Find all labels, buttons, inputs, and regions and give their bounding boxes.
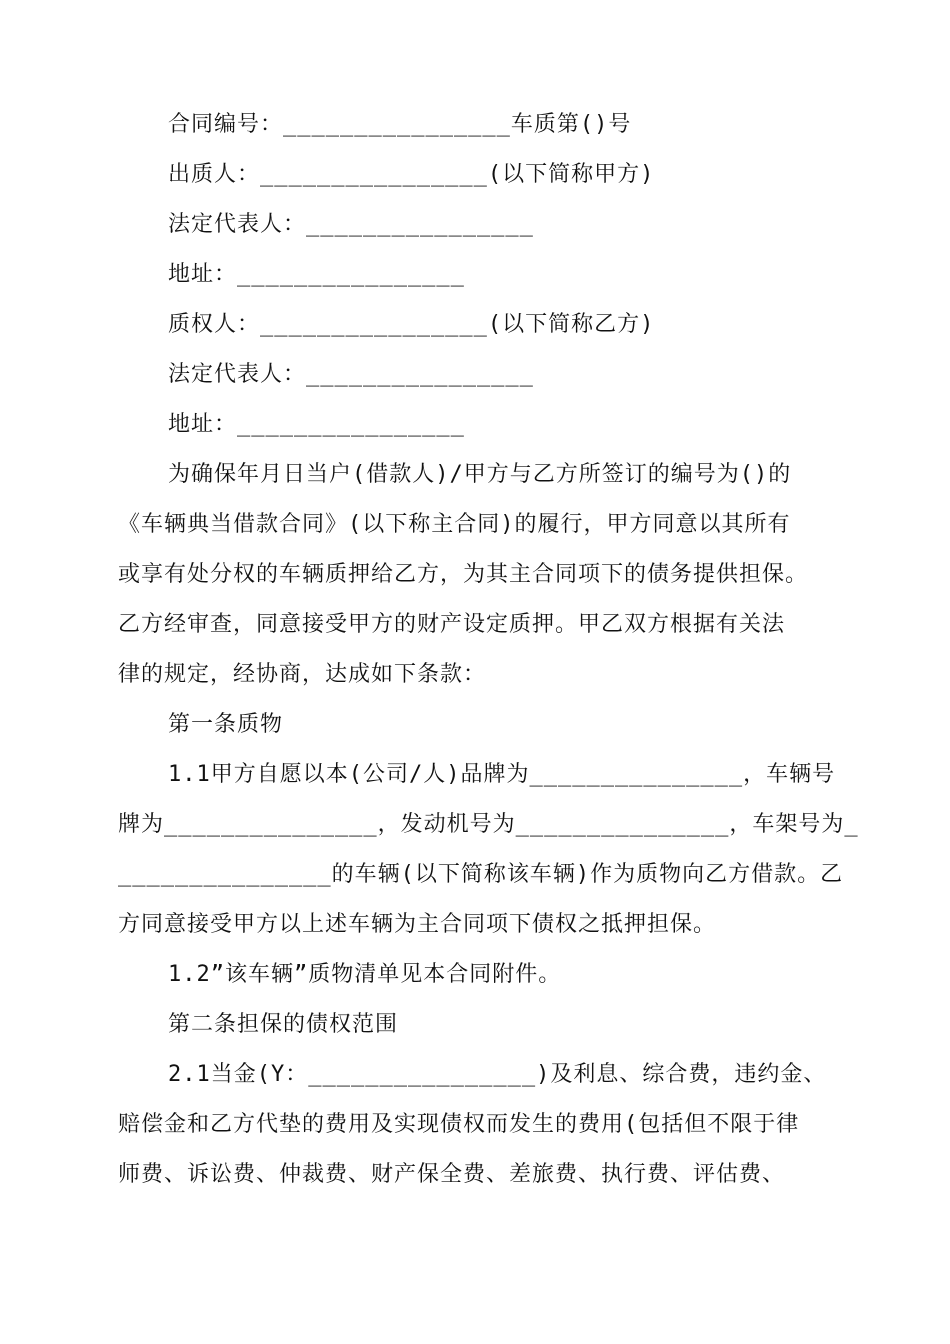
article-1-2-line: 1.2”该车辆”质物清单见本合同附件。: [168, 962, 562, 987]
contract-number-line: 合同编号：________________车质第()号: [168, 112, 632, 137]
article-1-1-line: 1.1甲方自愿以本(公司/人)品牌为_______________，车辆号: [168, 762, 836, 787]
intro-paragraph-line: 律的规定，经协商，达成如下条款：: [118, 662, 487, 687]
article-2-title: 第二条担保的债权范围: [168, 1012, 399, 1037]
article-2-1-line: 2.1当金(Y：________________)及利息、综合费，违约金、: [168, 1062, 827, 1087]
intro-paragraph-line: 乙方经审查，同意接受甲方的财产设定质押。甲乙双方根据有关法: [118, 612, 786, 637]
pledgee-legal-rep-line: 法定代表人：________________: [168, 362, 534, 387]
contract-page: [118, 100, 859, 1200]
article-1-1-line: _______________的车辆(以下简称该车辆)作为质物向乙方借款。乙: [118, 862, 844, 887]
article-2-1-line: 师费、诉讼费、仲裁费、财产保全费、差旅费、执行费、评估费、: [118, 1162, 786, 1187]
article-1-1-line: 牌为_______________，发动机号为_______________，车架号为_: [118, 812, 859, 837]
article-1-1-line: 方同意接受甲方以上述车辆为主合同项下债权之抵押担保。: [118, 912, 717, 937]
pledgee-address-line: 地址：________________: [168, 412, 465, 437]
article-2-1-line: 赔偿金和乙方代垫的费用及实现债权而发生的费用(包括但不限于律: [118, 1112, 800, 1137]
intro-paragraph-line: 或享有处分权的车辆质押给乙方，为其主合同项下的债务提供担保。: [118, 562, 809, 587]
pledgee-line: 质权人：________________(以下简称乙方): [168, 312, 655, 337]
pledgor-legal-rep-line: 法定代表人：________________: [168, 212, 534, 237]
article-1-title: 第一条质物: [168, 712, 284, 737]
pledgor-line: 出质人：________________(以下简称甲方): [168, 162, 655, 187]
pledgor-address-line: 地址：________________: [168, 262, 465, 287]
intro-paragraph-line: 为确保年月日当户(借款人)/甲方与乙方所签订的编号为()的: [168, 462, 792, 487]
intro-paragraph-line: 《车辆典当借款合同》(以下称主合同)的履行，甲方同意以其所有: [118, 512, 791, 537]
